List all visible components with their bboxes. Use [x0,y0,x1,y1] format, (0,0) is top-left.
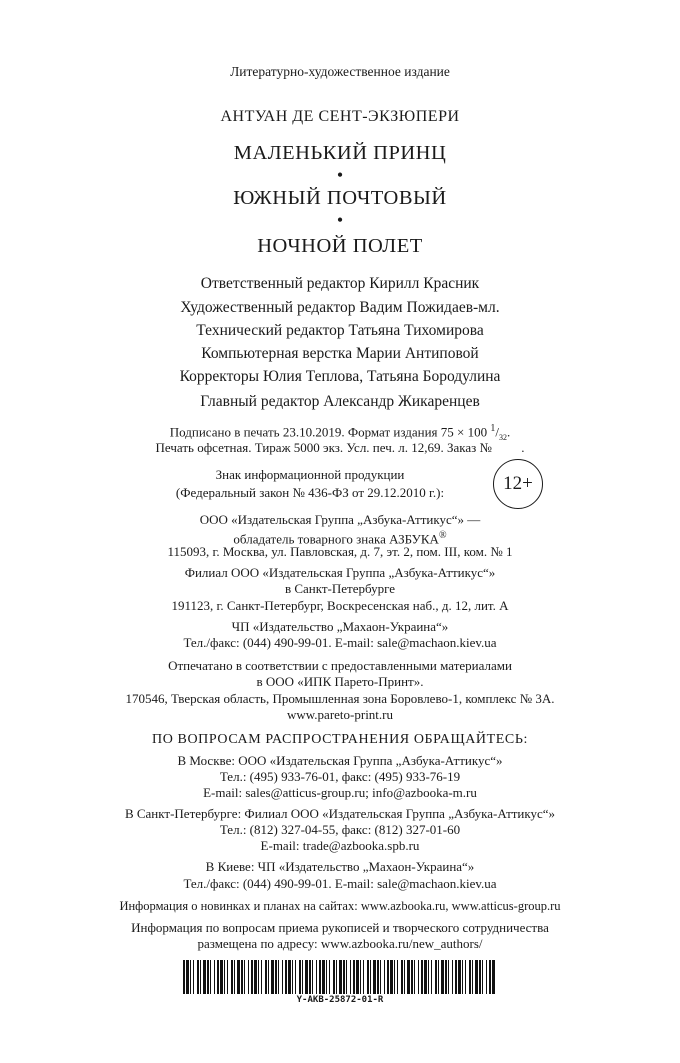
barcode-bar [278,960,279,994]
spb-email: E-mail: trade@azbooka.spb.ru [260,838,420,853]
branch-address: 191123, г. Санкт-Петербург, Воскресенская наб., д. 12, лит. А [171,598,509,613]
print-signed-line: Подписано в печать 23.10.2019. Формат издания 75 × 100 $^1/_{32}$. [169,423,511,442]
barcode-bar [329,960,330,994]
barcode-bar [217,960,219,994]
barcode-bar [350,960,351,994]
title-separator: • [336,210,344,230]
barcode-text: Y-AKB-25872-01-R [296,995,384,1005]
authors-info: Информация по вопросам приема рукописей и творческого сотрудничества [131,920,549,935]
barcode-bar [339,960,342,994]
barcode-bar [251,960,253,994]
barcode-bar [288,960,291,994]
barcode-bar [241,960,243,994]
barcode-bar [428,960,429,994]
barcode-bar [421,960,423,994]
barcode-bar [203,960,206,994]
kiev-contact: В Киеве: ЧП «Издательство „Махаон-Украина“» [205,859,475,874]
barcode-bar [458,960,461,994]
barcode-bar [231,960,233,994]
barcode-bar [462,960,463,994]
credit-line: Ответственный редактор Кирилл Красник [200,275,480,292]
moscow-contact: В Москве: ООО «Издательская Группа „Азбука-Аттикус“» [177,753,503,768]
branch-name: Филиал ООО «Издательская Группа „Азбука-Аттикус“» [184,565,496,580]
barcode-bar [326,960,327,994]
barcode-bar [441,960,444,994]
barcode-bar [343,960,345,994]
publisher-address: 115093, г. Москва, ул. Павловская, д. 7, эт. 2, пом. III, ком. № 1 [167,544,513,559]
barcode-bar [346,960,347,994]
barcode-bar [237,960,240,994]
age-rating-badge: 12+ [493,459,543,509]
barcode-bar [248,960,249,994]
barcode-bar [319,960,321,994]
title-1: МАЛЕНЬКИЙ ПРИНЦ [233,142,447,164]
barcode-bar [414,960,415,994]
barcode-bar [469,960,471,994]
authors-address: размещена по адресу: www.azbooka.ru/new_authors/ [197,936,483,951]
news-sites: Информация о новинках и планах на сайтах: www.azbooka.ru, www.atticus-group.ru [119,899,561,913]
barcode-bar [455,960,457,994]
barcode-bar [363,960,364,994]
ukraine-contacts: Тел./факс: (044) 490-99-01. E-mail: sale@machaon.kiev.ua [183,635,497,650]
barcode-bar [397,960,398,994]
barcode-bar [309,960,311,994]
barcode-bar [401,960,403,994]
barcode-bar [353,960,355,994]
barcode-bar [360,960,361,994]
barcode-bar [234,960,235,994]
barcode-bar [214,960,215,994]
barcode-bar [258,960,259,994]
barcode-bar [183,960,185,994]
barcode-bar [377,960,379,994]
barcode-bar [390,960,393,994]
format-numerator: 1 [490,423,496,434]
barcode-bar [333,960,335,994]
barcode-bar [431,960,432,994]
print-run-line: Печать офсетная. Тираж 5000 экз. Усл. печ. л. 12,69. Заказ № . [155,440,525,455]
barcode-bar [244,960,245,994]
barcode-bar [305,960,308,994]
barcode-bar [282,960,283,994]
printer-address: 170546, Тверская область, Промышленная зона Боровлево-1, комплекс № 3А. [125,691,555,706]
barcode-bar [265,960,267,994]
barcode-bar [404,960,405,994]
barcode-bar [261,960,262,994]
barcode-bar [302,960,303,994]
publisher-name: ООО «Издательская Группа „Азбука-Аттикус“» — [199,512,481,527]
barcode-bar [489,960,491,994]
barcode-bar [220,960,223,994]
barcode-bar [193,960,194,994]
barcode-bar [387,960,389,994]
barcode-bar [227,960,228,994]
barcode-bar [424,960,427,994]
barcode-bar [475,960,478,994]
author-name: АНТУАН ДЕ СЕНТ-ЭКЗЮПЕРИ [220,108,460,125]
barcode-bar [479,960,481,994]
barcode-bar [465,960,466,994]
barcode-bar [373,960,376,994]
barcode-bar [285,960,287,994]
barcode-bar [190,960,191,994]
format-denominator: 32 [499,432,507,442]
barcode-bar [438,960,439,994]
barcode [183,960,495,994]
barcode-bar [275,960,277,994]
barcode-bar [200,960,201,994]
barcode-bar [384,960,385,994]
title-2: ЮЖНЫЙ ПОЧТОВЫЙ [233,187,447,209]
credit-line: Главный редактор Александр Жикаренцев [200,393,480,410]
barcode-bar [472,960,473,994]
barcode-bar [370,960,371,994]
barcode-bar [322,960,325,994]
barcode-bar [452,960,453,994]
barcode-bar [207,960,209,994]
edition-type: Литературно-художественное издание [230,64,450,79]
barcode-bar [356,960,359,994]
barcode-bar [482,960,483,994]
printer-line: Отпечатано в соответствии с предоставленными материалами [168,658,512,673]
barcode-bar [312,960,313,994]
barcode-bar [445,960,447,994]
barcode-bar [186,960,189,994]
barcode-bar [299,960,301,994]
spb-phone: Тел.: (812) 327-04-55, факс: (812) 327-01-60 [219,822,461,837]
barcode-bar [394,960,395,994]
barcode-bar [411,960,413,994]
barcode-bar [292,960,293,994]
barcode-bar [295,960,296,994]
barcode-bar [486,960,487,994]
branch-city: в Санкт-Петербурге [284,581,396,596]
barcode-bar [254,960,257,994]
barcode-bar [224,960,225,994]
barcode-bar [367,960,369,994]
barcode-bar [492,960,495,994]
spb-contact: В Санкт-Петербурге: Филиал ООО «Издательская Группа „Азбука-Аттикус“» [124,806,556,821]
info-mark-law: (Федеральный закон № 436-ФЗ от 29.12.2010 г.): [175,485,445,500]
barcode-bar [407,960,410,994]
printer-site: www.pareto-print.ru [286,707,393,722]
barcode-bar [435,960,437,994]
info-mark-label: Знак информационной продукции [215,467,405,482]
ukraine-publisher: ЧП «Издательство „Махаон-Украина“» [231,619,449,634]
title-separator: • [336,165,344,185]
credit-line: Художественный редактор Вадим Пожидаев-мл. [180,299,500,316]
barcode-bar [210,960,211,994]
barcode-bar [336,960,337,994]
moscow-email: E-mail: sales@atticus-group.ru; info@azbooka-m.ru [203,785,477,800]
barcode-bar [271,960,274,994]
barcode-bar [448,960,449,994]
publisher-trademark: обладатель товарного знака АЗБУКА® [233,530,447,547]
kiev-phone: Тел./факс: (044) 490-99-01. E-mail: sale@machaon.kiev.ua [183,876,497,891]
credit-line: Технический редактор Татьяна Тихомирова [196,322,484,339]
printer-name: в ООО «ИПК Парето-Принт». [256,674,424,689]
credit-line: Корректоры Юлия Теплова, Татьяна Бородулина [179,368,501,385]
barcode-bar [197,960,199,994]
barcode-bar [380,960,381,994]
distribution-heading: ПО ВОПРОСАМ РАСПРОСТРАНЕНИЯ ОБРАЩАЙТЕСЬ: [152,732,528,747]
barcode-bar [316,960,317,994]
credit-line: Компьютерная верстка Марии Антиповой [201,345,479,362]
barcode-bar [268,960,269,994]
barcode-bar [418,960,419,994]
moscow-phone: Тел.: (495) 933-76-01, факс: (495) 933-76-19 [219,769,461,784]
title-3: НОЧНОЙ ПОЛЕТ [257,235,423,257]
